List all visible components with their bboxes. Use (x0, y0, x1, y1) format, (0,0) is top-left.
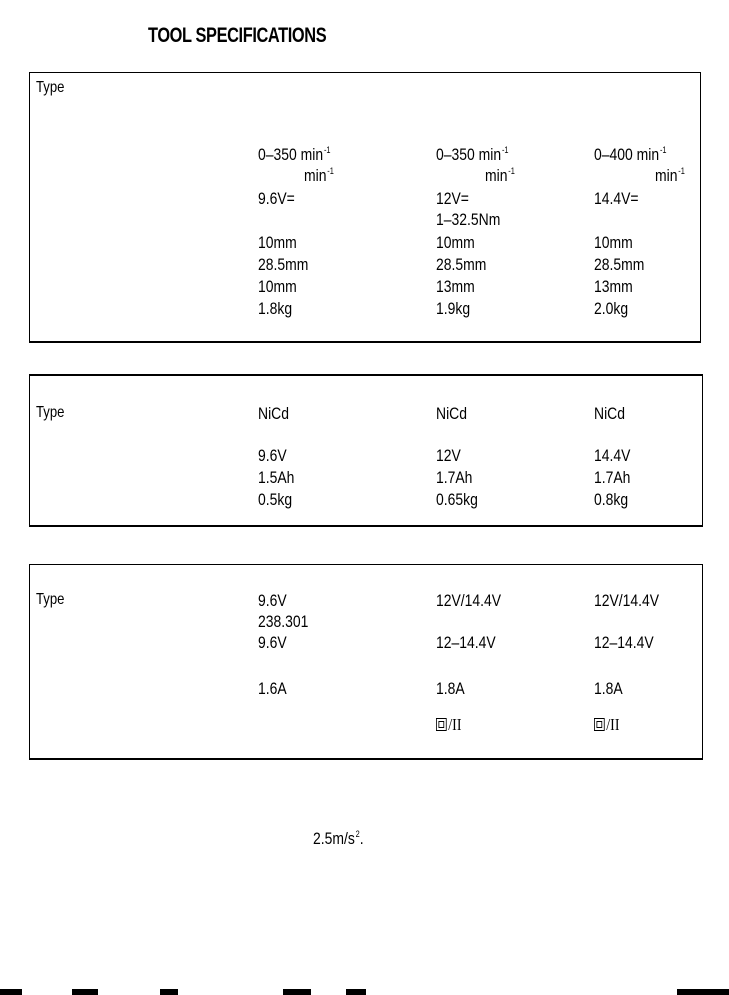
speed-sup: -1 (659, 145, 667, 155)
double-insulation-icon (436, 718, 447, 731)
charger-class-col2 (436, 716, 461, 733)
charger-current-col1: 1.6A (258, 679, 287, 698)
bottom-edge-mark (72, 989, 98, 995)
speed-sup: -1 (678, 166, 685, 176)
bottom-edge-mark (0, 989, 22, 995)
tool-max-a-col3: 28.5mm (594, 255, 645, 274)
bottom-edge-mark (677, 989, 729, 995)
tool-speed2-col3 (655, 167, 685, 184)
battery-voltage-col1: 9.6V (258, 446, 287, 465)
vibration-sup: 2 (355, 829, 360, 839)
speed-sup: -1 (327, 166, 334, 176)
tool-max-b-col1: 10mm (258, 277, 297, 296)
speed-unit: min (655, 166, 678, 185)
charger-current-col2: 1.8A (436, 679, 465, 698)
speed-sup: -1 (501, 145, 509, 155)
tool-chuck-col1: 10mm (258, 233, 297, 252)
speed-sup: -1 (508, 166, 515, 176)
battery-capacity-col1: 1.5Ah (258, 468, 295, 487)
speed-value: 0–400 (594, 145, 633, 164)
tool-speed-col2 (436, 146, 509, 163)
charger-part-number: 238.301 (258, 612, 309, 631)
battery-weight-col2: 0.65kg (436, 490, 478, 509)
tool-weight-col1: 1.8kg (258, 299, 293, 318)
speed-unit: min (485, 166, 508, 185)
battery-chem-col3: NiCd (594, 404, 625, 423)
charger-type-col3: 12V/14.4V (594, 591, 660, 610)
tool-weight-col3: 2.0kg (594, 299, 629, 318)
charger-input-col2: 12–14.4V (436, 633, 496, 652)
vibration-end: . (359, 829, 364, 848)
double-insulation-icon (594, 718, 605, 731)
class-label: /II (448, 715, 462, 734)
speed-unit: min (304, 166, 327, 185)
tool-voltage-col3: 14.4V= (594, 189, 639, 208)
tool-chuck-col2: 10mm (436, 233, 475, 252)
battery-chem-col1: NiCd (258, 404, 289, 423)
tool-max-a-col2: 28.5mm (436, 255, 487, 274)
tool-voltage-col2: 12V= (436, 189, 469, 208)
charger-class-col3 (594, 716, 619, 733)
tool-torque: 1–32.5Nm (436, 210, 501, 229)
tool-voltage-col1: 9.6V= (258, 189, 295, 208)
charger-type-label: Type (36, 591, 65, 608)
bottom-edge-mark (160, 989, 178, 995)
tool-speed2-col1 (304, 167, 334, 184)
speed-value: 0–350 (436, 145, 475, 164)
tool-type-label: Type (36, 79, 65, 96)
tool-chuck-col3: 10mm (594, 233, 633, 252)
battery-capacity-col2: 1.7Ah (436, 468, 473, 487)
battery-weight-col1: 0.5kg (258, 490, 293, 509)
tool-max-a-col1: 28.5mm (258, 255, 309, 274)
charger-type-col1: 9.6V (258, 591, 287, 610)
charger-type-col2: 12V/14.4V (436, 591, 502, 610)
speed-unit: min (478, 145, 502, 164)
speed-unit: min (300, 145, 324, 164)
tool-max-b-col3: 13mm (594, 277, 633, 296)
vibration-number: 2.5m/s (313, 829, 355, 848)
tool-speed-col3 (594, 146, 667, 163)
tool-speed2-col2 (485, 167, 515, 184)
battery-chem-col2: NiCd (436, 404, 467, 423)
charger-current-col3: 1.8A (594, 679, 623, 698)
battery-type-label: Type (36, 404, 65, 421)
speed-value: 0–350 (258, 145, 297, 164)
bottom-edge-mark (346, 989, 366, 995)
speed-unit: min (636, 145, 660, 164)
vibration-value (313, 830, 364, 847)
tool-max-b-col2: 13mm (436, 277, 475, 296)
battery-capacity-col3: 1.7Ah (594, 468, 631, 487)
bottom-edge-mark (283, 989, 311, 995)
charger-input-col1: 9.6V (258, 633, 287, 652)
battery-weight-col3: 0.8kg (594, 490, 629, 509)
charger-input-col3: 12–14.4V (594, 633, 654, 652)
tool-speed-col1 (258, 146, 331, 163)
tool-weight-col2: 1.9kg (436, 299, 471, 318)
battery-voltage-col3: 14.4V (594, 446, 631, 465)
class-label: /II (606, 715, 620, 734)
speed-sup: -1 (323, 145, 331, 155)
page-title: TOOL SPECIFICATIONS (148, 24, 327, 47)
battery-voltage-col2: 12V (436, 446, 461, 465)
